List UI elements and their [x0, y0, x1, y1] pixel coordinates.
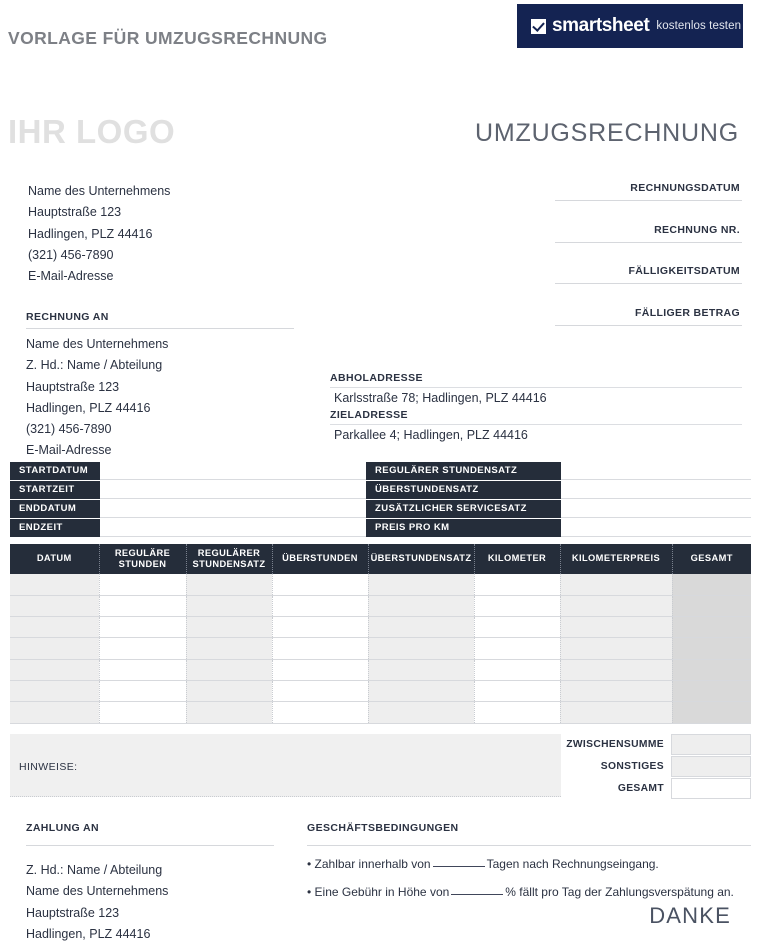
dropoff-address-value[interactable]: Parkallee 4; Hadlingen, PLZ 44416 — [334, 428, 528, 442]
terms-blank-input[interactable] — [433, 866, 485, 867]
pay-to-line[interactable]: Hadlingen, PLZ 44416 — [26, 926, 151, 941]
overtime-rate-input[interactable] — [561, 481, 751, 499]
sender-line[interactable]: Name des Unternehmens — [28, 184, 171, 198]
table-cell[interactable] — [99, 702, 186, 723]
table-row — [10, 659, 751, 680]
table-cell[interactable] — [99, 617, 186, 638]
bill-to-line[interactable]: Hauptstraße 123 — [26, 379, 120, 394]
table-cell[interactable] — [99, 574, 186, 595]
table-cell[interactable] — [560, 574, 672, 595]
bill-to-block — [26, 311, 294, 462]
bill-to-heading: RECHNUNG AN — [26, 311, 109, 323]
bill-to-line[interactable]: (321) 456-7890 — [26, 422, 112, 437]
bill-to-line[interactable]: Name des Unternehmens — [26, 337, 169, 351]
table-cell[interactable] — [99, 638, 186, 659]
terms-block — [307, 822, 751, 913]
subtotal-row — [561, 734, 751, 755]
sender-address-block — [28, 181, 328, 287]
table-cell[interactable] — [272, 680, 368, 701]
table-cell[interactable] — [186, 638, 272, 659]
terms-blank-input[interactable] — [451, 894, 503, 895]
table-cell[interactable] — [368, 595, 474, 616]
grand-total-value[interactable] — [671, 778, 751, 799]
terms-item-suffix: Tagen nach Rechnungseingang. — [486, 857, 659, 871]
terms-item-prefix: • Eine Gebühr in Höhe von — [307, 885, 450, 899]
pay-to-heading: ZAHLUNG AN — [26, 822, 100, 834]
page-title: VORLAGE FÜR UMZUGSRECHNUNG — [8, 28, 328, 48]
schedule-rate-row — [10, 519, 751, 537]
terms-item-suffix: % fällt pro Tag der Zahlungsverspätung an. — [505, 885, 734, 899]
subtotal-label: ZWISCHENSUMME — [566, 739, 664, 751]
amount-due-label: FÄLLIGER BETRAG — [635, 306, 740, 319]
table-cell[interactable] — [10, 574, 99, 595]
dropoff-address-label: ZIELADRESSE — [330, 409, 408, 421]
table-cell[interactable] — [186, 617, 272, 638]
table-cell[interactable] — [186, 702, 272, 723]
logo-placeholder[interactable]: IHR LOGO — [8, 113, 176, 150]
table-cell[interactable] — [672, 638, 751, 659]
bill-to-line[interactable]: Z. Hd.: Name / Abteilung — [26, 358, 163, 373]
table-cell[interactable] — [368, 680, 474, 701]
table-cell[interactable] — [272, 638, 368, 659]
invoice-date-field[interactable] — [555, 181, 742, 223]
start-date-input[interactable] — [100, 462, 366, 480]
pay-to-line[interactable]: Name des Unternehmens — [26, 884, 169, 899]
invoice-meta-fields — [555, 181, 742, 347]
pay-to-line[interactable]: Z. Hd.: Name / Abteilung — [26, 863, 163, 877]
other-value[interactable] — [671, 756, 751, 777]
table-cell[interactable] — [474, 680, 560, 701]
column-header-overtime-hours[interactable]: ÜBERSTUNDEN — [272, 544, 368, 574]
table-cell[interactable] — [10, 702, 99, 723]
pay-to-line[interactable]: Hauptstraße 123 — [26, 905, 120, 920]
notes-label: HINWEISE: — [19, 761, 78, 773]
totals-box — [561, 734, 751, 800]
table-cell[interactable] — [368, 617, 474, 638]
amount-due-field[interactable] — [555, 306, 742, 348]
table-cell[interactable] — [672, 574, 751, 595]
schedule-rate-grid — [10, 462, 751, 538]
invoice-number-label: RECHNUNG NR. — [654, 223, 740, 236]
table-cell[interactable] — [272, 659, 368, 680]
table-row — [10, 638, 751, 659]
column-header-total[interactable]: GESAMT — [672, 544, 751, 574]
grand-total-label: GESAMT — [617, 782, 664, 794]
smartsheet-brand-badge[interactable] — [517, 4, 743, 48]
table-cell[interactable] — [672, 595, 751, 616]
end-date-input[interactable] — [100, 500, 366, 518]
schedule-rate-row — [10, 481, 751, 499]
table-cell[interactable] — [272, 595, 368, 616]
sender-line[interactable]: Hauptstraße 123 — [28, 205, 122, 220]
table-row — [10, 595, 751, 616]
terms-item-prefix: • Zahlbar innerhalb von — [307, 857, 431, 871]
bill-to-line[interactable]: Hadlingen, PLZ 44416 — [26, 400, 151, 415]
table-cell[interactable] — [368, 702, 474, 723]
table-cell[interactable] — [368, 638, 474, 659]
due-date-label: FÄLLIGKEITSDATUM — [628, 265, 740, 277]
sender-line[interactable]: (321) 456-7890 — [28, 247, 114, 262]
overtime-rate-label: ÜBERSTUNDENSATZ — [366, 481, 561, 499]
regular-hourly-rate-label: REGULÄRER STUNDENSATZ — [366, 462, 561, 480]
table-cell[interactable] — [672, 702, 751, 723]
table-cell[interactable] — [99, 659, 186, 680]
table-row — [10, 617, 751, 638]
field-rule — [555, 325, 742, 326]
table-cell[interactable] — [99, 680, 186, 701]
line-items-table — [10, 544, 751, 724]
table-header-row — [10, 544, 751, 574]
table-cell[interactable] — [474, 617, 560, 638]
document-title: UMZUGSRECHNUNG — [475, 119, 739, 147]
table-cell[interactable] — [10, 680, 99, 701]
table-cell[interactable] — [99, 595, 186, 616]
table-cell[interactable] — [186, 680, 272, 701]
table-cell[interactable] — [560, 680, 672, 701]
table-cell[interactable] — [272, 574, 368, 595]
table-cell[interactable] — [272, 617, 368, 638]
end-date-label: ENDDATUM — [10, 500, 100, 518]
column-header-overtime-rate[interactable]: ÜBERSTUNDENSATZ — [368, 544, 474, 574]
terms-item — [307, 885, 751, 900]
table-cell[interactable] — [272, 702, 368, 723]
sender-line[interactable]: E-Mail-Adresse — [28, 269, 114, 284]
terms-rule — [307, 845, 751, 846]
table-cell[interactable] — [560, 638, 672, 659]
table-cell[interactable] — [10, 638, 99, 659]
pay-to-block — [26, 822, 274, 945]
additional-service-rate-input[interactable] — [561, 500, 751, 518]
table-cell[interactable] — [186, 595, 272, 616]
column-header-regular-rate[interactable]: REGULÄRER STUNDENSATZ — [186, 544, 272, 574]
bill-to-rule — [26, 328, 294, 329]
schedule-rate-row — [10, 462, 751, 480]
column-header-datum[interactable]: DATUM — [10, 544, 99, 574]
table-cell[interactable] — [10, 659, 99, 680]
pay-to-rule — [26, 845, 274, 846]
table-cell[interactable] — [368, 574, 474, 595]
start-date-label: STARTDATUM — [10, 462, 100, 480]
thank-you-message: DANKE — [649, 903, 731, 928]
start-time-input[interactable] — [100, 481, 366, 499]
terms-item — [307, 857, 751, 872]
other-label: SONSTIGES — [600, 761, 664, 773]
brand-cta-label: kostenlos testen — [656, 20, 742, 32]
due-date-field[interactable] — [555, 264, 742, 306]
table-cell[interactable] — [672, 680, 751, 701]
pickup-address-value[interactable]: Karlsstraße 78; Hadlingen, PLZ 44416 — [334, 391, 547, 405]
field-rule — [555, 200, 742, 201]
table-row — [10, 702, 751, 723]
column-header-regular-hours[interactable]: REGULÄRE STUNDEN — [99, 544, 186, 574]
table-cell[interactable] — [10, 617, 99, 638]
table-cell[interactable] — [474, 574, 560, 595]
table-cell[interactable] — [560, 617, 672, 638]
schedule-rate-row — [10, 500, 751, 518]
column-header-kilometers[interactable]: KILOMETER — [474, 544, 560, 574]
line-items-body — [10, 574, 751, 723]
table-row — [10, 574, 751, 595]
table-cell[interactable] — [186, 659, 272, 680]
table-cell[interactable] — [560, 702, 672, 723]
column-header-kilometer-price[interactable]: KILOMETERPREIS — [560, 544, 672, 574]
end-time-input[interactable] — [100, 519, 366, 537]
field-rule — [555, 283, 742, 284]
table-cell[interactable] — [474, 702, 560, 723]
table-cell[interactable] — [474, 659, 560, 680]
pickup-address-label: ABHOLADRESSE — [330, 372, 423, 384]
brand-name: smartsheet — [552, 15, 650, 36]
notes-box[interactable] — [10, 734, 561, 797]
table-cell[interactable] — [186, 574, 272, 595]
checkbox-check-icon — [531, 19, 546, 34]
other-row — [561, 756, 751, 777]
subtotal-value[interactable] — [671, 734, 751, 755]
start-time-label: STARTZEIT — [10, 481, 100, 499]
terms-heading: GESCHÄFTSBEDINGUNGEN — [307, 822, 459, 834]
invoice-number-field[interactable] — [555, 223, 742, 265]
table-cell[interactable] — [672, 659, 751, 680]
sender-line[interactable]: Hadlingen, PLZ 44416 — [28, 226, 153, 241]
invoice-date-label: RECHNUNGSDATUM — [630, 182, 740, 194]
additional-service-rate-label: ZUSÄTZLICHER SERVICESATZ — [366, 500, 561, 518]
table-cell[interactable] — [474, 595, 560, 616]
table-cell[interactable] — [560, 659, 672, 680]
table-row — [10, 680, 751, 701]
table-cell[interactable] — [368, 659, 474, 680]
price-per-km-label: PREIS PRO KM — [366, 519, 561, 537]
field-rule — [555, 242, 742, 243]
grand-total-row — [561, 778, 751, 799]
table-cell[interactable] — [474, 638, 560, 659]
route-block — [330, 372, 742, 446]
table-cell[interactable] — [10, 595, 99, 616]
price-per-km-input[interactable] — [561, 519, 751, 537]
page-header — [0, 0, 759, 78]
table-cell[interactable] — [560, 595, 672, 616]
end-time-label: ENDZEIT — [10, 519, 100, 537]
regular-hourly-rate-input[interactable] — [561, 462, 751, 480]
table-cell[interactable] — [672, 617, 751, 638]
bill-to-line[interactable]: E-Mail-Adresse — [26, 443, 112, 458]
